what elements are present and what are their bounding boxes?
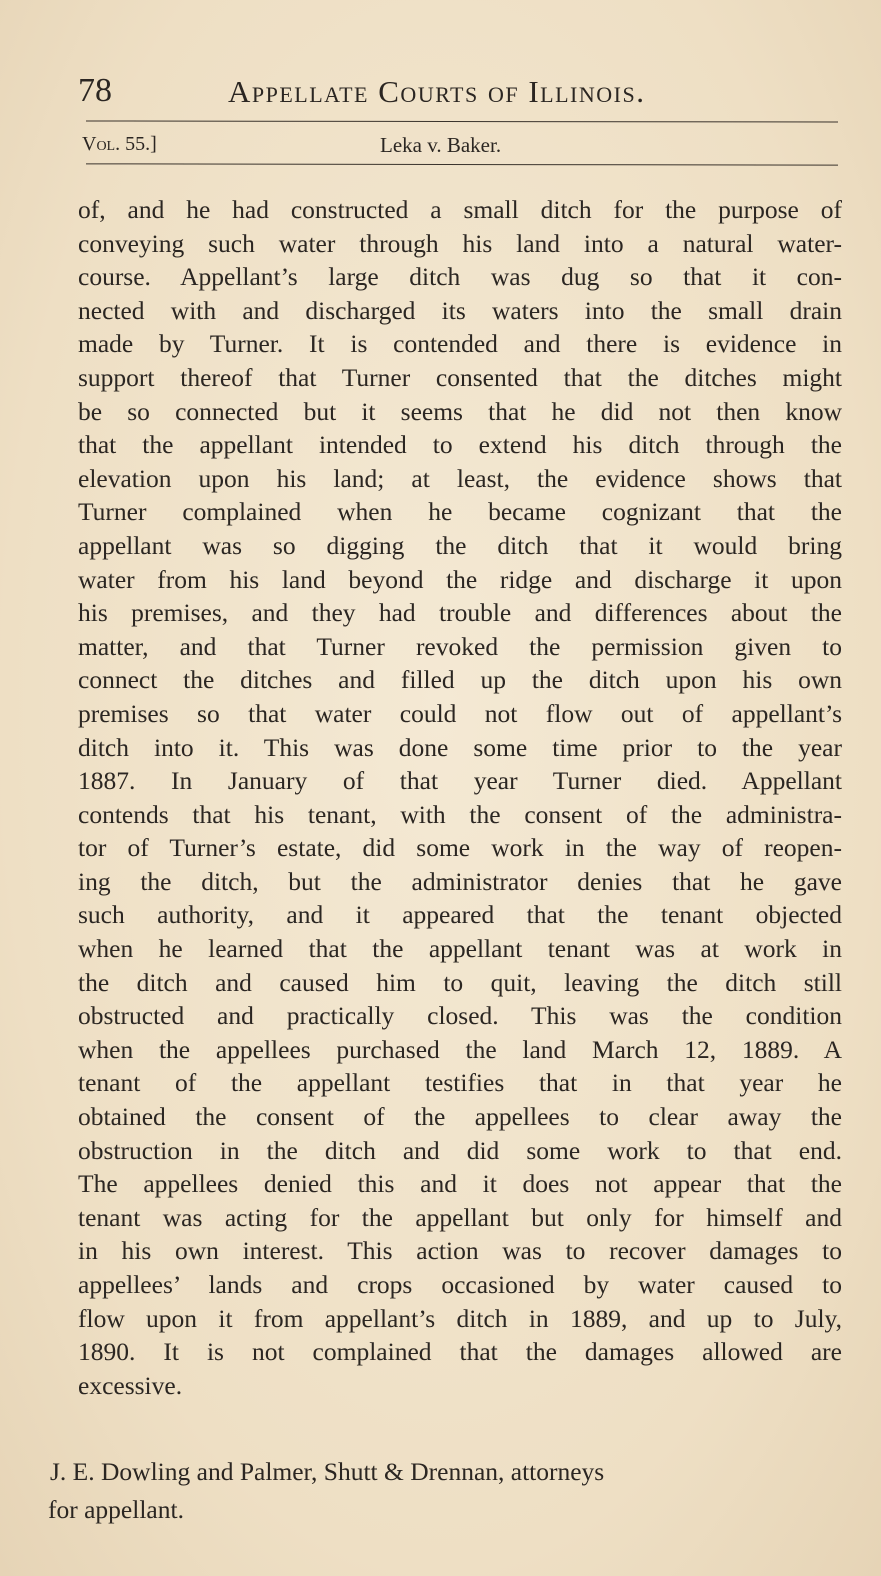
attorneys-paragraph [48,1453,812,1529]
body-line: of, and he had constructed a small ditch for the purpose of [78,195,842,224]
body-line: when he learned that the appellant tenant was at work in [78,934,842,964]
body-line: be so connected but it seems that he did not then know [78,396,842,426]
body-line: in his own interest. This action was to recover damages to [78,1236,842,1266]
page-number: 78 [78,72,112,109]
body-line: water from his land beyond the ridge and discharge it upon [78,564,842,594]
body-line: obtained the consent of the appellees to clear away the [78,1102,842,1132]
body-line: obstruction in the ditch and did some work to that end. [78,1135,842,1165]
body-line: that the appellant intended to extend his ditch through the [78,430,842,460]
body-line: contends that his tenant, with the consent of the administra- [78,799,842,829]
body-line: tor of Turner’s estate, did some work in the way of reopen- [78,833,842,863]
body-line: the ditch and caused him to quit, leaving the ditch still [78,967,842,997]
body-line: flow upon it from appellant’s ditch in 1889, and up to July, [78,1303,842,1333]
body-line: appellees’ lands and crops occasioned by water caused to [78,1270,842,1299]
body-line: matter, and that Turner revoked the permission given to [78,631,842,661]
body-line: connect the ditches and filled up the ditch upon his own [78,665,842,695]
case-title: Leka v. Baker. [380,133,502,157]
body-line: course. Appellant’s large ditch was dug so that it con- [78,262,842,292]
body-line: Turner complained when he became cognizant that the [78,497,842,527]
body-line: ditch into it. This was done some time prior to the year [78,732,842,762]
attorneys-line: J. E. Dowling and Palmer, Shutt & Drennan, attorneys [50,1457,605,1486]
body-line: ing the ditch, but the administrator denies that he gave [78,866,842,896]
body-line: support thereof that Turner consented that the ditches might [78,362,842,392]
body-line: The appellees denied this and it does not appear that the [78,1169,842,1199]
body-text [78,193,842,1402]
body-line: when the appellees purchased the land March 12, 1889. A [78,1034,842,1064]
body-line: 1890. It is not complained that the damages allowed are [78,1337,842,1367]
body-line: elevation upon his land; at least, the evidence shows that [78,463,842,493]
body-line: obstructed and practically closed. This was the condition [78,1001,842,1031]
body-line: 1887. In January of that year Turner died. Appellant [78,766,842,796]
body-line: conveying such water through his land into a natural water- [78,228,842,258]
body-line: made by Turner. It is contended and there is evidence in [78,329,842,359]
body-line: tenant of the appellant testifies that in that year he [78,1068,842,1098]
body-line: appellant was so digging the ditch that it would bring [78,530,842,560]
body-line: such authority, and it appeared that the tenant objected [78,900,842,930]
running-title: Appellate Courts of Illinois. [228,74,646,109]
body-line: his premises, and they had trouble and differences about the [78,598,842,628]
attorneys-line: for appellant. [48,1495,184,1524]
body-line: nected with and discharged its waters into the small drain [78,295,842,325]
body-line: excessive. [78,1370,183,1400]
volume-label: Vol. 55.] [82,133,157,155]
body-line: tenant was acting for the appellant but only for himself and [78,1202,842,1232]
body-line: premises so that water could not flow out of appellant’s [78,698,842,728]
